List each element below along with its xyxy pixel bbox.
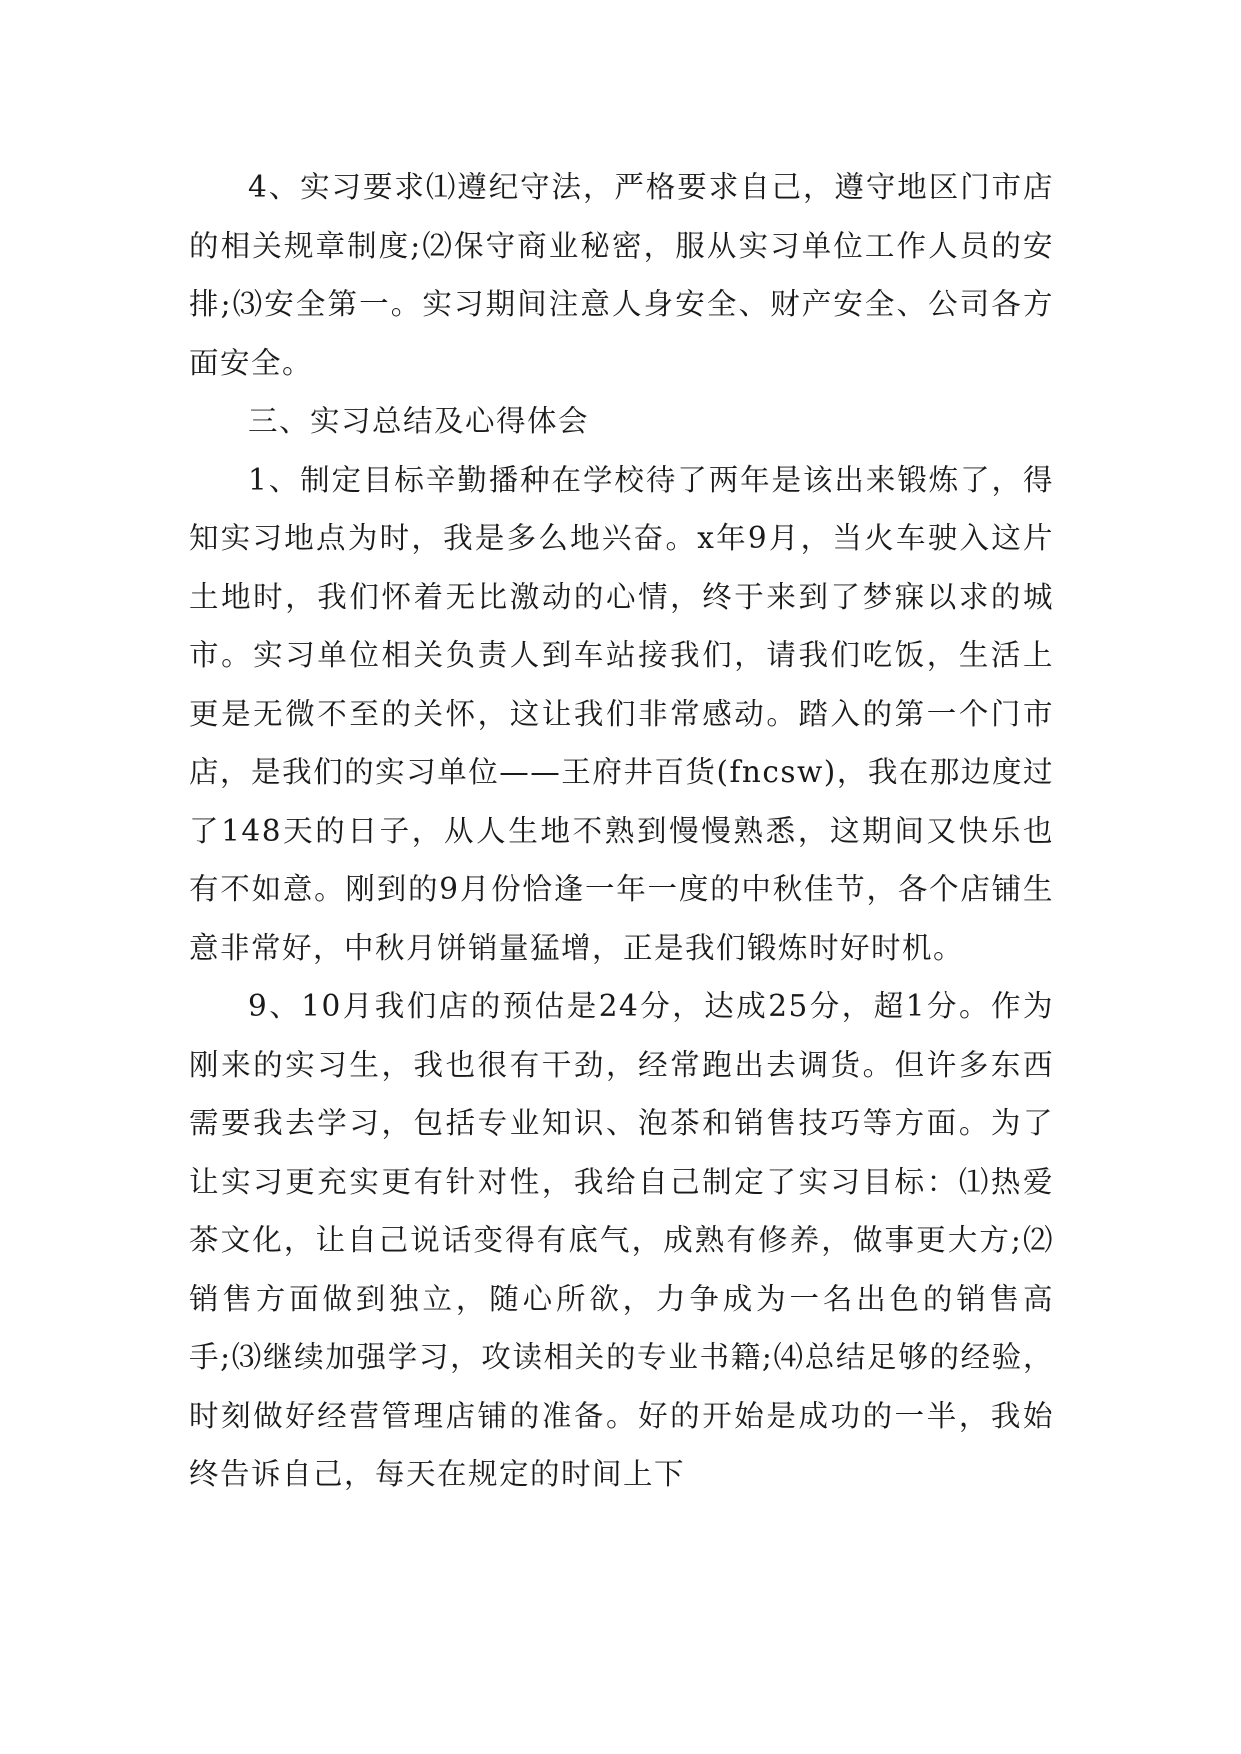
paragraph-internship-requirements: 4、实习要求⑴遵纪守法，严格要求自己，遵守地区门市店的相关规章制度;⑵保守商业秘密，服从实习单位工作人员的安排;⑶安全第一。实习期间注意人身安全、财产安全、公司各方面安全。 xyxy=(189,170,1054,380)
paragraph-september-october: 9、10月我们店的预估是24分，达成25分，超1分。作为刚来的实习生，我也很有干劲，经常跑出去调货。但许多东西需要我去学习，包括专业知识、泡茶和销售技巧等方面。为了让实习更充实更有针对性，我给自己制定了实习目标：⑴热爱茶文化，让自己说话变得有底气，成熟有修养，做事更大方;⑵销售方面做到独立，随心所欲，力争成为一名出色的销售高手;⑶继续加强学习，攻读相关的专业书籍;⑷总结足够的经验，时刻做好经营管理店铺的准备。好的开始是成功的一半，我始终告诉自己，每天在规定的时间上下 xyxy=(189,989,1054,1491)
section-heading-summary: 三、实习总结及心得体会 xyxy=(248,404,590,438)
document-page xyxy=(189,158,1054,1504)
paragraph-set-goals: 1、制定目标辛勤播种在学校待了两年是该出来锻炼了，得知实习地点为时，我是多么地兴奋。x年9月，当火车驶入这片土地时，我们怀着无比激动的心情，终于来到了梦寐以求的城市。实习单位相关负责人到车站接我们，请我们吃饭，生活上更是无微不至的关怀，这让我们非常感动。踏入的第一个门市店，是我们的实习单位——王府井百货(fncsw)，我在那边度过了148天的日子，从人生地不熟到慢慢熟悉，这期间又快乐也有不如意。刚到的9月份恰逢一年一度的中秋佳节，各个店铺生意非常好，中秋月饼销量猛增，正是我们锻炼时好时机。 xyxy=(189,462,1054,965)
